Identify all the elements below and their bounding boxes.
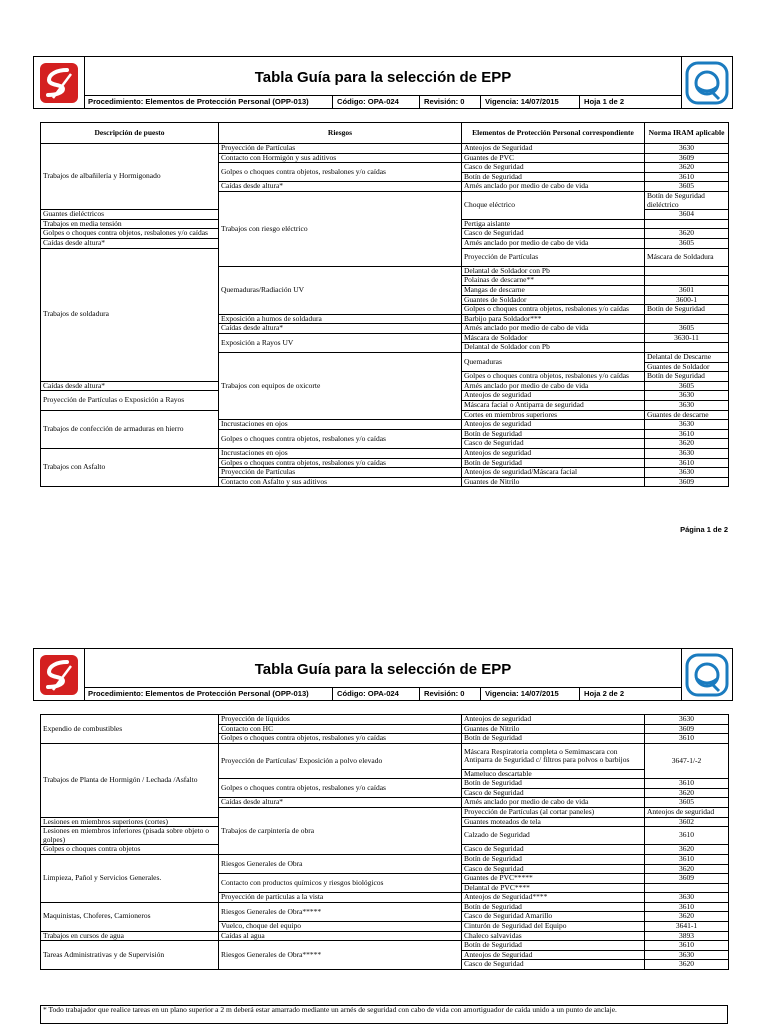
header-puesto: Descripción de puesto	[41, 123, 219, 144]
cell-elemento: Anteojos de seguridad	[462, 715, 645, 725]
cell-norma: 3620	[645, 960, 729, 970]
table-body	[41, 144, 729, 487]
cell-norma	[645, 314, 729, 324]
cell-elemento: Delantal de Descarne	[645, 353, 729, 363]
cell-elemento: Botín de Seguridad	[462, 902, 645, 912]
cell-norma: 3609	[645, 724, 729, 734]
table-row	[41, 854, 729, 864]
header-riesgos: Riesgos	[219, 123, 462, 144]
cell-norma: 3630	[645, 715, 729, 725]
cell-norma	[645, 219, 729, 229]
cell-norma	[645, 266, 729, 276]
cell-norma: 3605	[645, 324, 729, 334]
cell-norma: 3610	[645, 779, 729, 789]
cell-elemento: Máscara Respiratoria completa o Semimascara con Antiparra de Seguridad c/ filtros para polvos o barbijos	[462, 743, 645, 769]
cell-riesgo: Quemaduras	[462, 353, 645, 372]
cell-elemento: Delantal de PVC****	[462, 883, 645, 893]
cell-puesto: Trabajos de Planta de Hormigón / Lechada /Asfalto	[41, 743, 219, 817]
cell-norma	[645, 276, 729, 286]
cell-norma: 3630	[645, 449, 729, 459]
codigo-label: Código: OPA-024	[333, 688, 420, 700]
cell-elemento: Guantes de descarne	[645, 410, 729, 420]
cell-norma: 3620	[645, 845, 729, 855]
header-norma: Norma IRAM aplicable	[645, 123, 729, 144]
cell-elemento: Guantes moteados de tela	[462, 817, 645, 827]
cell-riesgo: Contacto con productos químicos y riesgos biológicos	[219, 874, 462, 893]
cell-norma: 3605	[645, 381, 729, 391]
cell-riesgo: Proyección de Partículas/ Exposición a polvo elevado	[219, 743, 462, 778]
cell-norma: 3620	[645, 163, 729, 173]
cell-norma: 3647-1/-2	[645, 743, 729, 778]
hoja-label: Hoja 1 de 2	[584, 97, 625, 106]
epp-table-page2	[40, 714, 729, 970]
codigo-label: Código: OPA-024	[333, 96, 420, 108]
doc-meta-row	[84, 687, 682, 700]
cell-elemento: Casco de Seguridad	[462, 960, 645, 970]
cell-elemento: Arnés anclado por medio de cabo de vida	[462, 798, 645, 808]
cell-riesgo: Proyección de Partículas o Exposición a Rayos	[41, 391, 219, 410]
cell-puesto: Expendio de combustibles	[41, 715, 219, 744]
page2-header	[33, 648, 733, 701]
cell-elemento: Guantes de Soldador	[462, 295, 645, 305]
cell-puesto: Trabajos de carpintería de obra	[219, 807, 462, 854]
cell-elemento: Casco de Seguridad	[462, 845, 645, 855]
cell-elemento: Casco de Seguridad	[462, 864, 645, 874]
cell-elemento: Chaleco salvavidas	[462, 931, 645, 941]
cell-norma: 3620	[645, 788, 729, 798]
cell-riesgo: Golpes o choques contra objetos, resbalones y/o caídas	[219, 163, 462, 182]
cell-riesgo: Golpes o choques contra objetos, resbalones y/o caídas	[462, 372, 645, 382]
cell-riesgo: Proyección de Partículas	[219, 468, 462, 478]
cell-elemento: Botín de Seguridad	[462, 172, 645, 182]
procedimiento-label: Procedimiento: Elementos de Protección Personal (OPP-013)	[84, 96, 333, 108]
cell-elemento: Delantal de Soldador con Pb	[462, 343, 645, 353]
revision-label: Revisión: 0	[420, 688, 481, 700]
cell-norma: 3604	[645, 210, 729, 220]
cell-riesgo: Proyección de partículas a la vista	[219, 893, 462, 903]
cell-elemento: Cinturón de Seguridad del Equipo	[462, 922, 645, 932]
table-body	[41, 715, 729, 970]
quality-seal-icon	[685, 653, 729, 697]
cell-riesgo: Lesiones en miembros superiores (cortes)	[41, 817, 219, 827]
cell-elemento: Arnés anclado por medio de cabo de vida	[462, 238, 645, 248]
cell-elemento: Botín de Seguridad dieléctrico	[645, 191, 729, 209]
cell-norma: 3600-1	[645, 295, 729, 305]
cell-norma: 3610	[645, 854, 729, 864]
page-number: Página 1 de 2	[680, 525, 728, 534]
cell-elemento: Casco de Seguridad Amarillo	[462, 912, 645, 922]
cell-elemento: Casco de Seguridad	[462, 439, 645, 449]
cell-riesgo: Vuelco, choque del equipo	[219, 922, 462, 932]
cell-norma: 3893	[645, 931, 729, 941]
cell-puesto: Tareas Administrativas y de Supervisión	[41, 941, 219, 970]
cell-riesgo: Caídas desde altura*	[219, 182, 462, 192]
vigencia-label: Vigencia: 14/07/2015	[481, 688, 580, 700]
table-row	[41, 931, 729, 941]
cell-elemento: Mameluco descartable	[462, 769, 645, 779]
cell-riesgo: Caídas desde altura*	[219, 324, 462, 334]
cell-puesto: Trabajos con Asfalto	[41, 449, 219, 487]
cell-norma: 3641-1	[645, 922, 729, 932]
doc-meta-row	[84, 95, 682, 108]
cell-elemento: Botín de Seguridad	[462, 458, 645, 468]
cell-elemento: Botín de Seguridad	[462, 734, 645, 744]
cell-riesgo: Quemaduras/Radiación UV	[219, 266, 462, 314]
cell-elemento: Delantal de Soldador con Pb	[462, 266, 645, 276]
cell-elemento: Barbijo para Soldador***	[462, 314, 645, 324]
cell-riesgo: Choque eléctrico	[462, 191, 645, 219]
cell-elemento: Anteojos de Seguridad	[462, 950, 645, 960]
cell-riesgo: Caídas desde altura*	[41, 381, 219, 391]
cell-riesgo: Riesgos Generales de Obra*****	[219, 941, 462, 970]
epp-table-page1	[40, 122, 729, 487]
quality-logo-right	[681, 57, 732, 108]
cell-puesto: Trabajos con equipos de oxicorte	[219, 353, 462, 420]
header-elementos: Elementos de Protección Personal correspondiente	[462, 123, 645, 144]
table-row	[41, 743, 729, 752]
cell-puesto: Trabajos con riesgo eléctrico	[219, 191, 462, 266]
cell-puesto: Trabajos en cursos de agua	[41, 931, 219, 941]
cell-elemento: Casco de Seguridad	[462, 788, 645, 798]
cell-elemento: Casco de Seguridad	[462, 163, 645, 173]
cell-riesgo: Proyección de líquidos	[219, 715, 462, 725]
procedimiento-label: Procedimiento: Elementos de Protección Personal (OPP-013)	[84, 688, 333, 700]
cell-elemento: Guantes de PVC*****	[462, 874, 645, 884]
cell-elemento: Calzado de Seguridad	[462, 827, 645, 845]
cell-riesgo: Riesgos Generales de Obra	[219, 854, 462, 873]
cell-norma: 3630-11	[645, 333, 729, 343]
revision-label: Revisión: 0	[420, 96, 481, 108]
table-row	[41, 902, 729, 912]
cell-elemento: Botín de Seguridad	[462, 779, 645, 789]
cell-puesto: Trabajos de confección de armaduras en hierro	[41, 410, 219, 448]
cell-elemento: Botín de Seguridad	[462, 854, 645, 864]
cell-elemento: Botín de Seguridad	[462, 429, 645, 439]
cell-elemento: Arnés anclado por medio de cabo de vida	[462, 324, 645, 334]
cell-elemento: Guantes de PVC	[462, 153, 645, 163]
cell-riesgo: Golpes o choques contra objetos, resbalones y/o caídas	[219, 458, 462, 468]
cell-elemento: Máscara de Soldadura	[645, 248, 729, 266]
cell-elemento: Arnés anclado por medio de cabo de vida	[462, 182, 645, 192]
table-row	[41, 715, 729, 725]
cell-riesgo: Caídas al agua	[219, 931, 462, 941]
cell-norma: 3630	[645, 893, 729, 903]
cell-elemento: Anteojos de seguridad	[462, 420, 645, 430]
cell-norma: 3610	[645, 458, 729, 468]
cell-elemento: Anteojos de Seguridad****	[462, 893, 645, 903]
cell-norma: 3610	[645, 429, 729, 439]
cell-riesgo: Exposición a humos de soldadura	[219, 314, 462, 324]
cell-riesgo: Contacto con Asfalto y sus aditivos	[219, 477, 462, 487]
cell-riesgo: Proyección de Partículas	[219, 144, 462, 154]
cell-riesgo: Riesgos Generales de Obra*****	[219, 902, 462, 921]
cell-norma: 3602	[645, 817, 729, 827]
quality-seal-icon	[685, 61, 729, 105]
cell-norma: 3605	[645, 182, 729, 192]
page1-header	[33, 56, 733, 109]
cell-norma: 3630	[645, 401, 729, 411]
cell-riesgo: Caídas desde altura*	[41, 238, 219, 248]
cell-norma: 3610	[645, 902, 729, 912]
cell-elemento: Guantes de Nitrilo	[462, 477, 645, 487]
cell-elemento: Mangas de descarne	[462, 285, 645, 295]
cell-norma: 3610	[645, 734, 729, 744]
table-row	[41, 144, 729, 154]
cell-norma	[645, 883, 729, 893]
cell-riesgo: Contacto con Hormigón y sus aditivos	[219, 153, 462, 163]
cell-norma: 3605	[645, 238, 729, 248]
cell-riesgo: Golpes o choques contra objetos	[41, 845, 219, 855]
page-title: Tabla Guía para la selección de EPP	[254, 68, 512, 86]
hoja-label: Hoja 2 de 2	[584, 689, 625, 698]
cell-riesgo: Trabajos en media tensión	[41, 219, 219, 229]
cell-riesgo: Golpes o choques contra objetos, resbalones y/o caídas	[462, 305, 645, 315]
cell-elemento: Guantes de Nitrilo	[462, 724, 645, 734]
cell-norma: 3620	[645, 229, 729, 239]
vigencia-label: Vigencia: 14/07/2015	[481, 96, 580, 108]
cell-norma: 3609	[645, 477, 729, 487]
cell-norma: 3630	[645, 144, 729, 154]
cell-norma: 3630	[645, 950, 729, 960]
cell-elemento: Polainas de descarne**	[462, 276, 645, 286]
cell-norma: 3620	[645, 912, 729, 922]
cell-elemento: Guantes de Soldador	[645, 362, 729, 372]
cell-elemento: Anteojos de seguridad	[462, 391, 645, 401]
cell-elemento: Máscara facial o Antiparra de seguridad	[462, 401, 645, 411]
cell-elemento: Anteojos de seguridad	[462, 449, 645, 459]
cell-riesgo: Golpes o choques contra objetos, resbalones y/o caídas	[219, 734, 462, 744]
cell-norma: 3610	[645, 827, 729, 845]
cell-elemento: Botín de Seguridad	[645, 305, 729, 315]
cell-norma: 3630	[645, 391, 729, 401]
cell-riesgo: Proyección de Partículas (al cortar paneles)	[462, 807, 645, 817]
cell-riesgo: Golpes o choques contra objetos, resbalones y/o caídas	[219, 779, 462, 798]
footnote: * Todo trabajador que realice tareas en un plano superior a 2 m deberá estar amarrado mediante un arnés de seguridad con cabo de vida con amortiguador de caída unido a un punto de anclaje.	[40, 1005, 728, 1024]
cell-puesto: Trabajos de soldadura	[41, 248, 219, 381]
cell-elemento: Botín de Seguridad	[462, 941, 645, 951]
cell-puesto: Trabajos de albañilería y Hormigonado	[41, 144, 219, 210]
cell-norma: 3610	[645, 941, 729, 951]
cell-elemento: Arnés anclado por medio de cabo de vida	[462, 381, 645, 391]
cell-riesgo: Cortes en miembros superiores	[462, 410, 645, 420]
cell-elemento: Anteojos de Seguridad	[462, 144, 645, 154]
cell-elemento: Botín de Seguridad	[645, 372, 729, 382]
cell-norma: 3620	[645, 864, 729, 874]
cell-elemento: Pertiga aislante	[462, 219, 645, 229]
cell-norma: 3605	[645, 798, 729, 808]
cell-riesgo: Incrustaciones en ojos	[219, 449, 462, 459]
cell-riesgo: Incrustaciones en ojos	[219, 420, 462, 430]
cell-puesto: Limpieza, Pañol y Servicios Generales.	[41, 854, 219, 902]
cell-puesto: Maquinistas, Choferes, Camioneros	[41, 902, 219, 931]
cell-norma: 3609	[645, 874, 729, 884]
table-row	[41, 941, 729, 951]
cell-riesgo: Lesiones en miembros inferiores (pisada sobre objeto o golpes)	[41, 827, 219, 845]
cell-elemento: Casco de Seguridad	[462, 229, 645, 239]
cell-riesgo: Exposición a Rayos UV	[219, 333, 462, 352]
cell-norma: 3630	[645, 420, 729, 430]
cell-riesgo: Golpes o choques contra objetos, resbalones y/o caídas	[41, 229, 219, 239]
cell-norma: 3601	[645, 285, 729, 295]
page-title: Tabla Guía para la selección de EPP	[254, 660, 512, 678]
cell-elemento: Anteojos de seguridad	[645, 807, 729, 817]
cell-riesgo: Contacto con HC	[219, 724, 462, 734]
cell-riesgo: Proyección de Partículas	[462, 248, 645, 266]
cell-elemento: Anteojos de seguridad/Máscara facial	[462, 468, 645, 478]
cell-elemento: Guantes dieléctricos	[41, 210, 219, 220]
table-row	[41, 449, 729, 459]
quality-logo-right	[681, 649, 732, 700]
cell-norma: 3630	[645, 468, 729, 478]
cell-elemento: Máscara de Soldador	[462, 333, 645, 343]
cell-riesgo: Golpes o choques contra objetos, resbalones y/o caídas	[219, 429, 462, 448]
cell-norma: 3620	[645, 439, 729, 449]
cell-norma	[645, 343, 729, 353]
cell-riesgo: Caídas desde altura*	[219, 798, 462, 808]
cell-norma: 3609	[645, 153, 729, 163]
cell-norma: 3610	[645, 172, 729, 182]
